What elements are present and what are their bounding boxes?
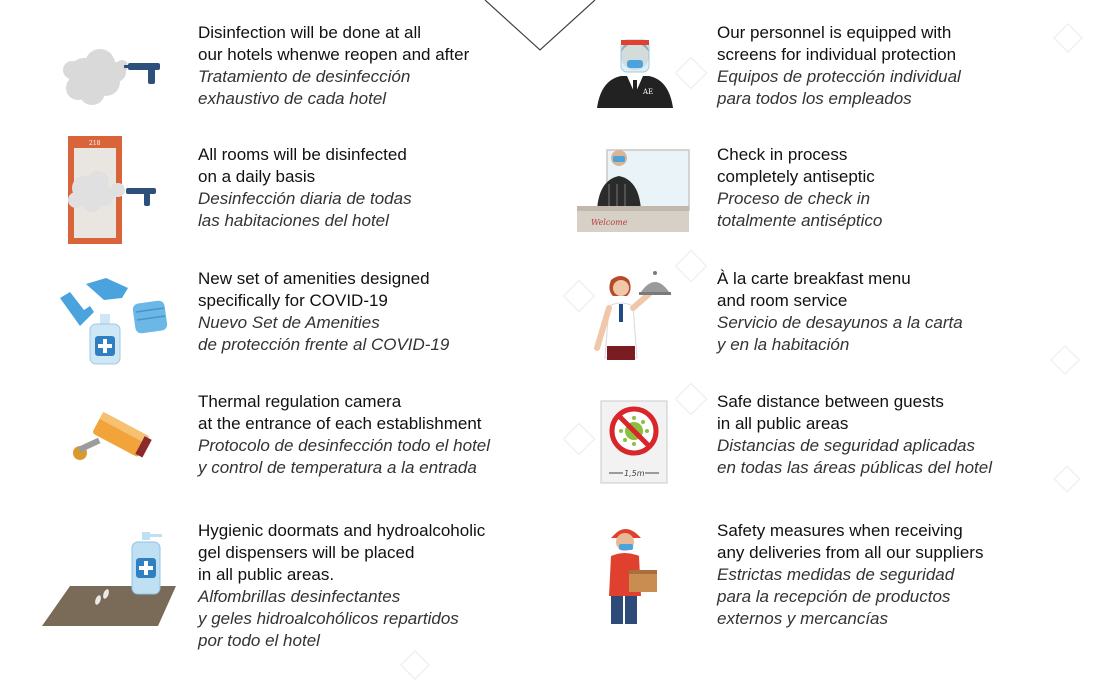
feature-item <box>575 22 1105 152</box>
item-title-line: Safety measures when receiving <box>717 521 963 540</box>
item-translation-line: para la recepción de productos <box>717 587 951 606</box>
item-translation-line: totalmente antiséptico <box>717 211 883 230</box>
item-title-line: specifically for COVID-19 <box>198 291 388 310</box>
distance-label: 1,5m <box>624 469 645 478</box>
feature-item <box>56 22 586 152</box>
item-translation-line: Distancias de seguridad aplicadas <box>717 436 975 455</box>
item-translation-line: Tratamiento de desinfección <box>198 67 411 86</box>
item-translation-line: Protocolo de desinfección todo el hotel <box>198 436 491 455</box>
item-title-line: All rooms will be disinfected <box>198 145 407 164</box>
face-shield-staff-icon <box>575 22 695 142</box>
feature-item <box>575 391 1105 521</box>
item-title-line: Safe distance between guests <box>717 392 944 411</box>
item-title-line: Check in process <box>717 145 848 164</box>
item-translation-line: las habitaciones del hotel <box>198 211 389 230</box>
item-translation-line: Nuevo Set de Amenities <box>198 313 380 332</box>
item-title-line: and room service <box>717 291 848 310</box>
room-door-spray-icon <box>56 140 176 264</box>
gloves-mask-gel-icon <box>56 268 176 388</box>
item-translation-line: Estrictas medidas de seguridad <box>717 565 955 584</box>
item-translation-line: en todas las áreas públicas del hotel <box>717 458 993 477</box>
item-title-line: Thermal regulation camera <box>198 392 402 411</box>
item-title-line: À la carte breakfast menu <box>717 269 911 288</box>
item-title-line: at the entrance of each establishment <box>198 414 482 433</box>
item-translation-line: y geles hidroalcohólicos repartidos <box>198 609 459 628</box>
item-title-line: completely antiseptic <box>717 167 875 186</box>
feature-item <box>56 140 586 274</box>
item-translation-line: por todo el hotel <box>198 631 320 650</box>
item-translation-line: Servicio de desayunos a la carta <box>717 313 963 332</box>
item-title-line: Hygienic doormats and hydroalcoholic <box>198 521 486 540</box>
item-title-line: Our personnel is equipped with <box>717 23 952 42</box>
item-title-line: Disinfection will be done at all <box>198 23 422 42</box>
feature-item <box>575 268 1105 398</box>
thermal-camera-icon <box>56 391 176 511</box>
item-title-line: on a daily basis <box>198 167 316 186</box>
doormat-dispenser-icon <box>40 520 180 640</box>
reception-screen-icon <box>575 144 695 264</box>
item-title-line: screens for individual protection <box>717 45 957 64</box>
item-translation-line: y en la habitación <box>717 335 850 354</box>
item-title-line: our hotels whenwe reopen and after <box>198 45 470 64</box>
item-title-line: in all public areas <box>717 414 849 433</box>
item-title-line: New set of amenities designed <box>198 269 430 288</box>
item-title-line: gel dispensers will be placed <box>198 543 415 562</box>
item-translation-line: externos y mercancías <box>717 609 889 628</box>
feature-item <box>575 520 1105 650</box>
item-title-line: in all public areas. <box>198 565 335 584</box>
feature-item <box>575 144 1105 274</box>
door-number: 218 <box>89 140 101 147</box>
feature-item <box>40 520 570 650</box>
no-virus-distance-sign-icon <box>575 391 695 511</box>
item-translation-line: Alfombrillas desinfectantes <box>198 587 401 606</box>
item-title-line: any deliveries from all our suppliers <box>717 543 984 562</box>
item-translation-line: para todos los empleados <box>717 89 912 108</box>
disinfection-spray-icon <box>56 22 176 142</box>
delivery-person-icon <box>575 520 695 640</box>
item-translation-line: y control de temperatura a la entrada <box>198 458 477 477</box>
feature-item <box>56 268 586 398</box>
item-translation-line: Proceso de check in <box>717 189 871 208</box>
item-translation-line: Equipos de protección individual <box>717 67 961 86</box>
staff-badge: AE <box>643 88 654 96</box>
waitress-cloche-icon <box>575 268 695 388</box>
item-translation-line: de protección frente al COVID-19 <box>198 335 450 354</box>
feature-item <box>56 391 586 521</box>
item-translation-line: Desinfección diaria de todas <box>198 189 412 208</box>
item-translation-line: exhaustivo de cada hotel <box>198 89 387 108</box>
desk-label: Welcome <box>591 218 628 227</box>
